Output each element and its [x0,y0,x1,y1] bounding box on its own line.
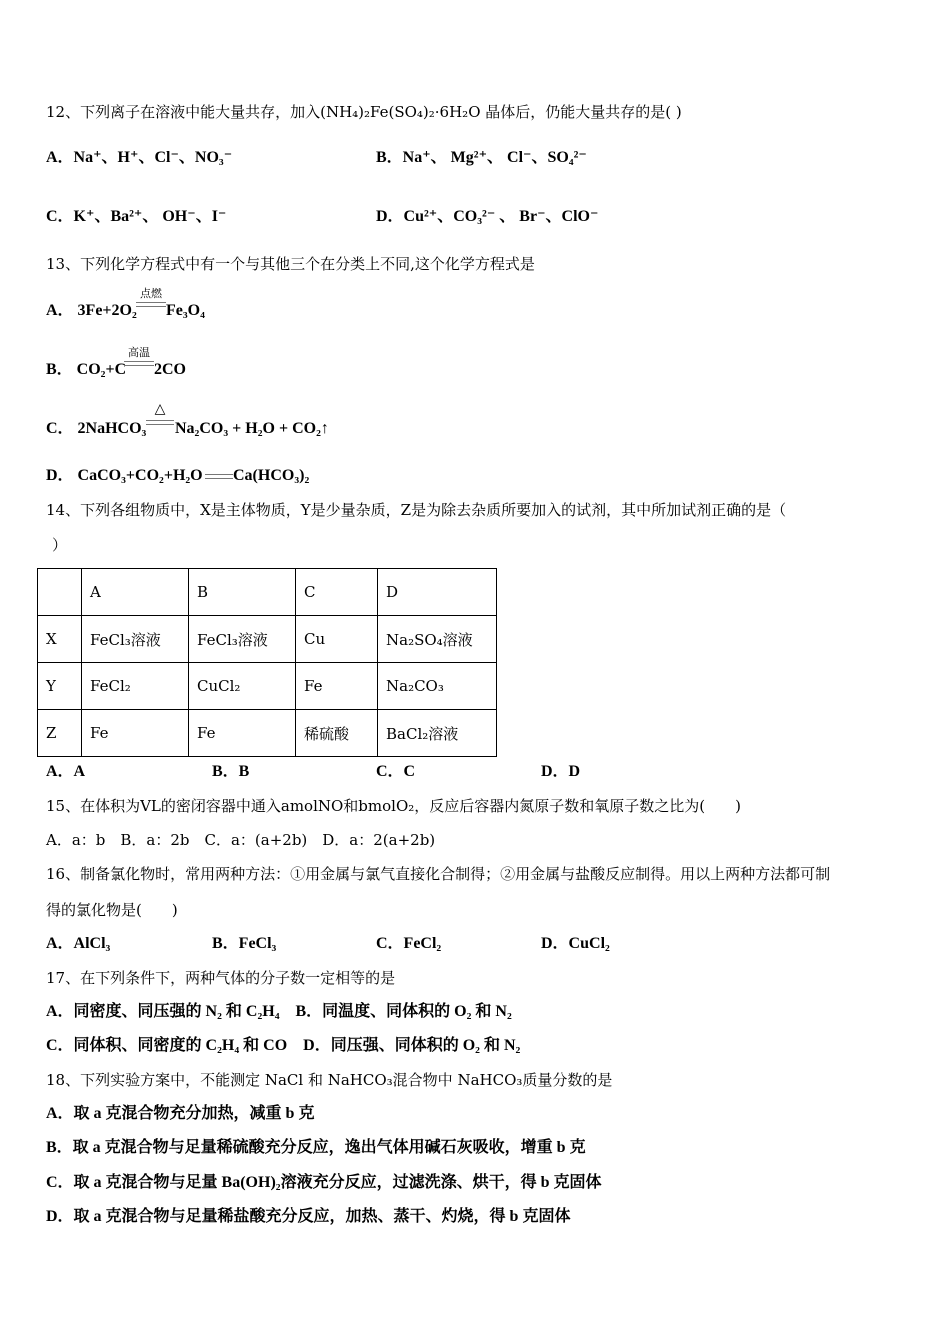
q13-a-condition: 点燃 [140,287,162,300]
table-cell: X [38,616,82,663]
table-cell: Na₂SO₄溶液 [378,616,497,663]
q13-c-left: C． 2NaHCO₃ [46,420,147,437]
q14-option-c: C．C [376,763,416,780]
table-row [38,710,497,757]
q13-b-right: 2CO [154,361,186,378]
table-cell: FeCl₃溶液 [82,616,189,663]
table-cell: Cu [296,616,378,663]
q13-d-right: Ca(HCO₃)₂ [233,467,310,484]
table-cell: C [296,569,378,616]
q16-option-a: A．AlCl₃ [46,935,111,952]
table-cell: 稀硫酸 [296,710,378,757]
table-cell: Y [38,663,82,710]
equals-bar [124,361,154,366]
q14-option-d: D．D [541,763,581,780]
table-cell: FeCl₃溶液 [189,616,296,663]
q12-option-d: D．Cu²⁺、CO₃²⁻ 、 Br⁻、ClO⁻ [376,208,599,225]
table-row [38,616,497,663]
table-cell: Fe [82,710,189,757]
q14-stem: 14、下列各组物质中，X是主体物质，Y是少量杂质，Z是为除去杂质所要加入的试剂，其中所加试剂正确的是（ [46,501,787,519]
q14-table [37,568,497,757]
table-cell: Na₂CO₃ [378,663,497,710]
table-row [38,663,497,710]
table-cell: Fe [189,710,296,757]
q13-d-left: D． CaCO₃+CO₂+H₂O [46,467,203,484]
q17-options-cd: C．同体积、同密度的 C₂H₄ 和 CO D．同压强、同体积的 O₂ 和 N₂ [46,1037,521,1054]
table-cell: D [378,569,497,616]
table-cell: Fe [296,663,378,710]
table-row [38,569,497,616]
q18-option-b: B．取 a 克混合物与足量稀硫酸充分反应，逸出气体用碱石灰吸收，增重 b 克 [46,1139,586,1156]
q12-option-b: B．Na⁺、 Mg²⁺、 Cl⁻、SO₄²⁻ [376,149,587,166]
table-cell: A [82,569,189,616]
equals-bar [205,474,233,479]
q18-option-c: C．取 a 克混合物与足量 Ba(OH)₂溶液充分反应，过滤洗涤、烘干，得 b 克固体 [46,1174,602,1191]
equals-bar [146,420,174,425]
q13-b-condition: 高温 [128,346,150,359]
q13-a-left: A． 3Fe+2O₂ [46,302,137,319]
q12-option-a: A．Na⁺、H⁺、Cl⁻、NO₃⁻ [46,149,233,166]
table-cell [38,569,82,616]
q12-option-c: C．K⁺、Ba²⁺、 OH⁻、I⁻ [46,208,227,225]
q13-a-right: Fe₃O₄ [166,302,205,319]
table-cell: Z [38,710,82,757]
q13-stem: 13、下列化学方程式中有一个与其他三个在分类上不同,这个化学方程式是 [46,255,535,273]
q14-option-a: A．A [46,763,86,780]
q16-option-c: C．FeCl₂ [376,935,442,952]
q16-option-b: B．FeCl₃ [212,935,277,952]
q17-stem: 17、在下列条件下，两种气体的分子数一定相等的是 [46,969,396,987]
q14-stem-cont: ） [52,536,68,554]
equals-bar [136,302,166,307]
q18-option-d: D．取 a 克混合物与足量稀盐酸充分反应，加热、蒸干、灼烧，得 b 克固体 [46,1208,571,1225]
q17-options-ab: A．同密度、同压强的 N₂ 和 C₂H₄ B．同温度、同体积的 O₂ 和 N₂ [46,1003,512,1020]
q18-option-a: A．取 a 克混合物充分加热，减重 b 克 [46,1105,315,1122]
q14-option-b: B．B [212,763,250,780]
q16-stem: 16、制备氯化物时，常用两种方法：①用金属与氯气直接化合制得；②用金属与盐酸反应制得。用以上两种方法都可制 [46,865,831,883]
q13-c-condition: △ [154,401,166,417]
q13-b-left: B． CO₂+C [46,361,127,378]
q15-stem: 15、在体积为VL的密闭容器中通入amolNO和bmolO₂，反应后容器内氮原子数和氧原子数之比为( ) [46,797,741,815]
table-cell: B [189,569,296,616]
table-cell: BaCl₂溶液 [378,710,497,757]
q13-c-right: Na₂CO₃ + H₂O + CO₂↑ [175,420,329,437]
q12-stem: 12、下列离子在溶液中能大量共存，加入(NH₄)₂Fe(SO₄)₂·6H₂O 晶体后，仍能大量共存的是( ) [46,103,682,121]
q16-stem-cont: 得的氯化物是( ) [46,901,178,919]
table-cell: CuCl₂ [189,663,296,710]
q15-options: A．a：b B．a：2b C．a：(a+2b) D．a：2(a+2b) [46,831,436,849]
q18-stem: 18、下列实验方案中，不能测定 NaCl 和 NaHCO₃混合物中 NaHCO₃质量分数的是 [46,1071,613,1089]
q16-option-d: D．CuCl₂ [541,935,610,952]
table-cell: FeCl₂ [82,663,189,710]
